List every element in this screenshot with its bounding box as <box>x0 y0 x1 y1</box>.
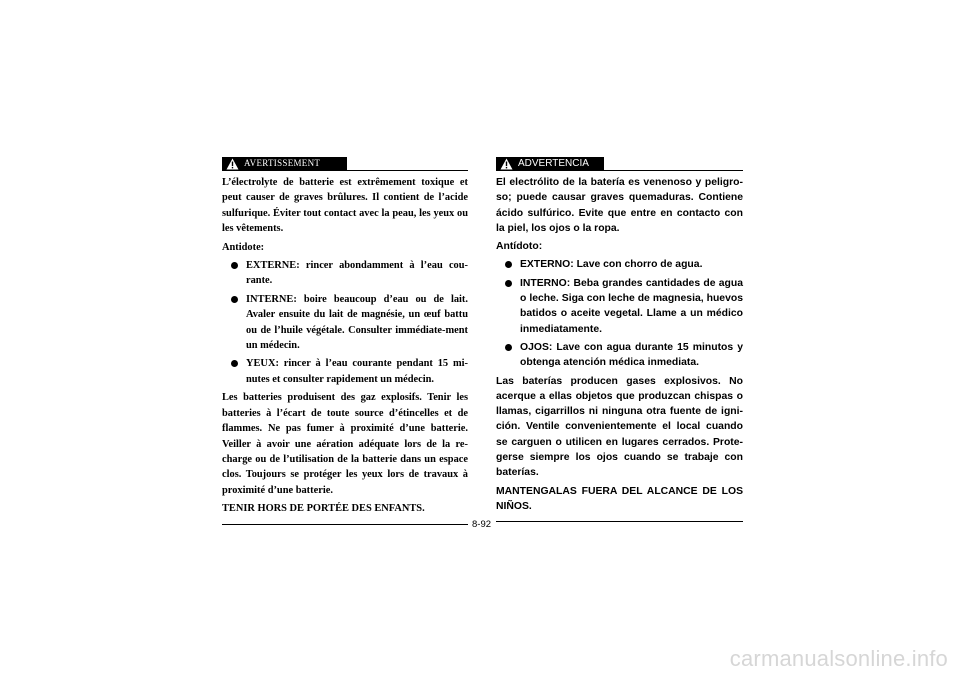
bullet-dot-icon <box>505 261 512 268</box>
french-warning-header <box>222 157 468 171</box>
spanish-antidote-item: EXTERNO: Lave con chorro de agua. <box>496 257 743 272</box>
spanish-gas-paragraph: Las baterías producen gases explosivos. No acerque a ellas objetos que produzcan chispas o llamas, cigarrillos ni ninguna otra fuente de igni-ción. Ventile convenientemente el local cuando se carguen o utilicen en lugares cerrados. Prote-gerse siempre los ojos cuando se trabaje con baterías. <box>496 375 743 479</box>
french-warning-badge <box>222 157 347 171</box>
spanish-intro-paragraph: El electrólito de la batería es venenoso y peligro-so; puede causar graves quemaduras. Contiene ácido sulfúrico. Evite que entre en contacto con la piel, los ojos o la ropa. <box>496 177 743 234</box>
spanish-warning-title: ADVERTENCIA <box>518 158 589 170</box>
spanish-antidote-label: Antídoto: <box>496 241 543 253</box>
spanish-footer-rule <box>496 521 743 522</box>
spanish-warning-section <box>496 157 743 522</box>
spanish-antidote-list <box>496 257 743 370</box>
french-antidote-list <box>222 258 468 387</box>
page-number: 8-92 <box>472 519 492 530</box>
spanish-warning-badge <box>496 157 604 171</box>
french-intro-paragraph: L’électrolyte de batterie est extrêmement toxique et peut causer de graves brûlures. Il contient de l’acide sulfurique. Éviter tout contact avec la peau, les yeux ou les vêtements. <box>222 177 468 235</box>
french-antidote-item: INTERNE: boire beaucoup d’eau ou de lait. Avaler ensuite du lait de magnésie, un œuf battu ou de l’huile végétale. Consulter immédiate-ment un médecin. <box>222 292 468 354</box>
bullet-dot-icon <box>231 360 238 367</box>
bullet-dot-icon <box>231 296 238 303</box>
bullet-dot-icon <box>505 280 512 287</box>
spanish-warning-body <box>496 171 743 514</box>
spanish-children-warning: MANTENGALAS FUERA DEL ALCANCE DE LOS NIÑOS. <box>496 485 743 512</box>
spanish-antidote-item: INTERNO: Beba grandes cantidades de agua o leche. Siga con leche de magnesia, huevos batidos o aceite vegetal. Llame a un médico inmediatamente. <box>496 276 743 337</box>
french-warning-body <box>222 171 468 517</box>
bullet-dot-icon <box>505 344 512 351</box>
spanish-warning-header <box>496 157 743 171</box>
french-footer-rule <box>222 524 468 525</box>
warning-triangle-icon <box>226 158 239 170</box>
site-watermark: carmanualsonline.info <box>729 646 948 671</box>
french-antidote-label: Antidote: <box>222 241 265 253</box>
spanish-antidote-item: OJOS: Lave con agua durante 15 minutos y obtenga atención médica inmediata. <box>496 340 743 371</box>
warning-triangle-icon <box>500 158 513 170</box>
french-antidote-item: YEUX: rincer à l’eau courante pendant 15 mi-nutes et consulter rapidement un médecin. <box>222 356 468 387</box>
bullet-dot-icon <box>231 262 238 269</box>
spanish-header-rule <box>604 170 743 171</box>
french-warning-section <box>222 157 468 525</box>
french-antidote-item: EXTERNE: rincer abondamment à l’eau cou-rante. <box>222 258 468 289</box>
french-gas-paragraph: Les batteries produisent des gaz explosifs. Tenir les batteries à l’écart de toute source d’étincelles et de flammes. Ne pas fumer à proximité d’une batterie. Veiller à avoir une aération adéquate lors de la re-charge ou de l’utilisation de la batterie dans un espace clos. Toujours se protéger les yeux lors de travaux à proximité d’une batterie. <box>222 392 468 496</box>
french-header-rule <box>347 170 468 171</box>
french-warning-title: AVERTISSEMENT <box>244 158 321 169</box>
french-children-warning: TENIR HORS DE PORTÉE DES ENFANTS. <box>222 503 425 515</box>
